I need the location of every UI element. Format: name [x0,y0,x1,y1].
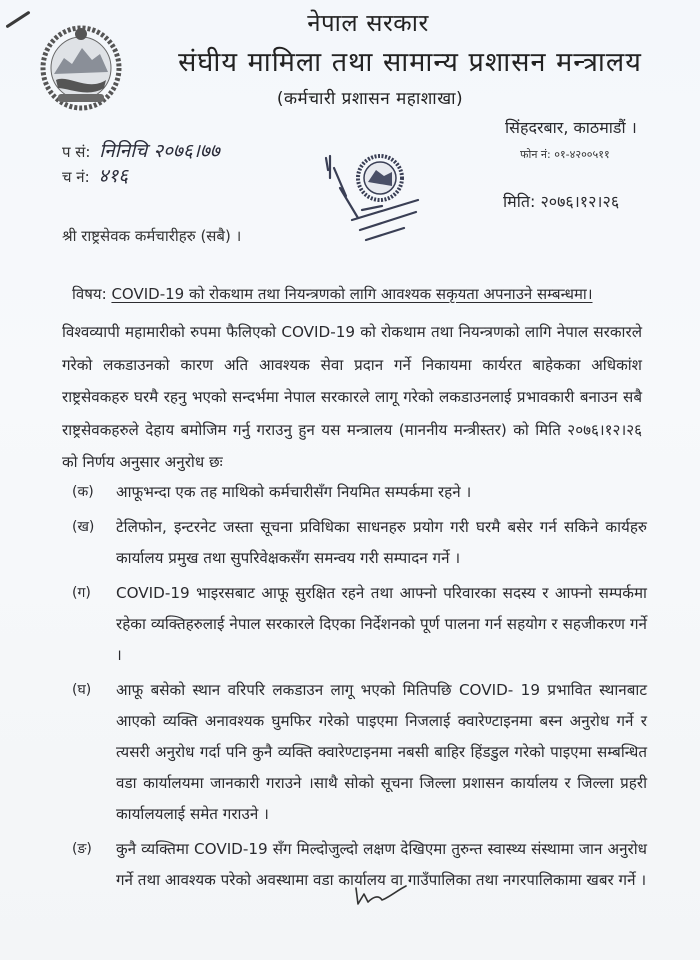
item-text: COVID-19 भाइरसबाट आफू सुरक्षित रहने तथा आफ्नो परिवारका सदस्य र आफ्नो सम्पर्कमा रहेका व्यक्तिहरुलाई नेपाल सरकारले दिएका निर्देशनको पूर्ण पालना गर्न सहयोग र सहजीकरण गर्ने । [116,584,647,664]
ps-value: निनिचि २०७६।७७ [99,140,220,162]
list-item [72,675,647,830]
ministry-title: संघीय मामिला तथा सामान्य प्रशासन मन्त्रालय [178,47,642,78]
subject-line [72,284,593,304]
chn-value: ४१६ [98,165,129,187]
item-text: आफूभन्दा एक तह माथिको कर्मचारीसँग नियमित सम्पर्कमा रहने । [116,483,472,501]
reference-chn [62,162,128,188]
item-marker: (घ) [72,682,92,698]
item-marker: (ङ) [72,841,92,857]
office-phone: फोन नं: ०१-४२००५११ [520,148,610,161]
addressee: श्री राष्ट्रसेवक कर्मचारीहरु (सबै) । [62,227,242,245]
body-paragraph: विश्वव्यापी महामारीको रुपमा फैलिएको COVID-19 को रोकथाम तथा नियन्त्रणको लागि नेपाल सरकारले गरेको लकडाउनको कारण अति आवश्यक सेवा प्रदान गर्ने निकायमा कार्यरत बाहेकका अधिकांश राष्ट्रसेवकहरु घरमै रहनु भएको सन्दर्भमा नेपाल सरकारले लागू गरेको लकडाउनलाई प्रभावकारी बनाउन सबै राष्ट्रसेवकहरुले देहाय बमोजिम गर्नु गराउनु हुन यस मन्त्रालय (माननीय मन्त्रीस्तर) को मिति २०७६।१२।२६ को निर्णय अनुसार अनुरोध छः [62,323,642,471]
chn-label: च नं: [62,168,90,186]
letter-date: मिति: २०७६।१२।२६ [503,192,620,211]
item-marker: (ग) [72,585,91,601]
ps-label: प सं: [62,143,91,161]
official-seal-stamp-icon [318,148,438,246]
item-text: कुनै व्यक्तिमा COVID-19 सँग मिल्दोजुल्दो लक्षण देखिएमा तुरुन्त स्वास्थ्य संस्थामा जान अनुरोध गर्ने तथा आवश्यक परेको अवस्थामा वडा कार्यालय वा गाउँपालिका तथा नगरपालिकामा खबर गर्ने । [116,840,647,889]
division-title: (कर्मचारी प्रशासन महाशाखा) [276,89,464,109]
list-item [72,477,647,508]
reference-ps [62,137,220,163]
subject-text: COVID-19 को रोकथाम तथा नियन्त्रणको लागि आवश्यक सकृयता अपनाउने सम्बन्धमा। [111,285,593,303]
government-title: नेपाल सरकार [307,9,429,37]
item-text: टेलिफोन, इन्टरनेट जस्ता सूचना प्रविधिका साधनहरु प्रयोग गरी घरमै बसेर गर्न सकिने कार्यहरु कार्यालय प्रमुख तथा सुपरिवेक्षकसँग समन्वय गरी सम्पादन गर्ने । [116,518,647,567]
office-address: सिंहदरबार, काठमाडौं । [505,118,637,137]
handwritten-signature-icon [350,880,410,910]
instruction-list [72,477,647,900]
subject-label: विषय: [72,285,107,303]
item-marker: (ख) [72,519,95,535]
item-marker: (क) [72,484,94,500]
item-text: आफू बसेको स्थान वरिपरि लकडाउन लागू भएको मितिपछि COVID- 19 प्रभावित स्थानबाट आएको व्यक्ति अनावश्यक घुमफिर गरेको पाइएमा निजलाई क्वारेण्टाइनमा बस्न अनुरोध गर्ने र त्यसरी अनुरोध गर्दा पनि कुनै व्यक्ति क्वारेण्टाइनमा नबसी बाहिर हिंडडुल गरेको पाइएमा सम्बन्धित वडा कार्यालयमा जानकारी गराउने ।साथै सोको सूचना जिल्ला प्रशासन कार्यालय र जिल्ला प्रहरी कार्यालयलाई समेत गराउने । [116,681,647,823]
list-item [72,512,647,574]
list-item [72,578,647,671]
